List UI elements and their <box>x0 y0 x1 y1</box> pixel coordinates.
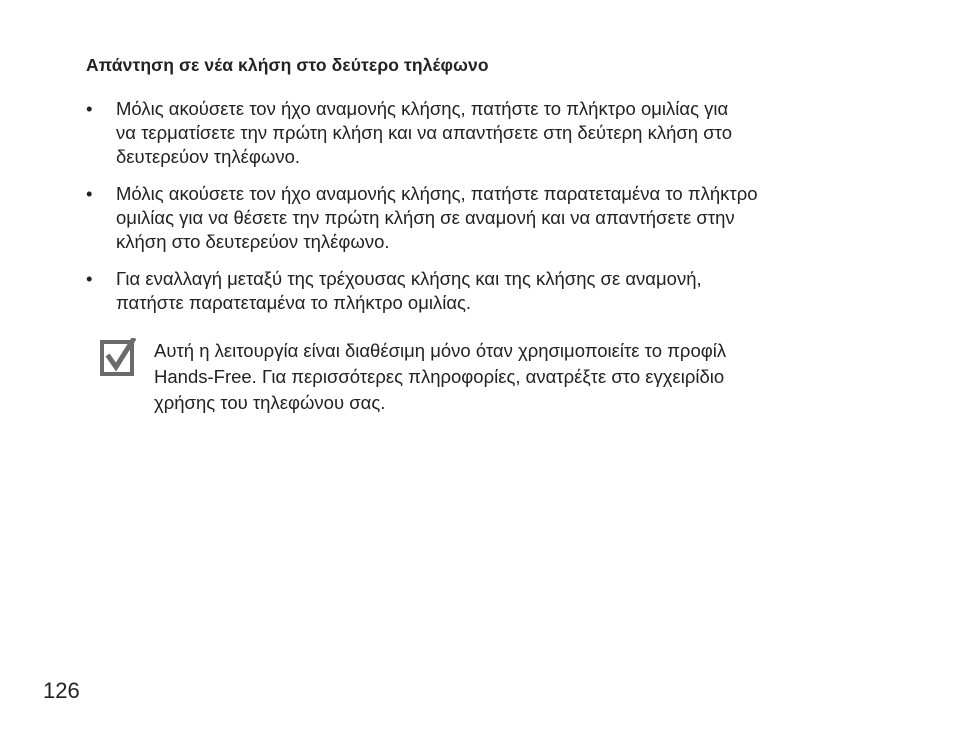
bullet-list <box>86 97 886 328</box>
list-item <box>86 97 886 169</box>
text-line: κλήση στο δευτερεύον τηλέφωνο. <box>116 231 390 252</box>
text-line: Για εναλλαγή μεταξύ της τρέχουσας κλήσης και της κλήσης σε αναμονή, <box>116 268 702 289</box>
text-line: ομιλίας για να θέσετε την πρώτη κλήση σε αναμονή και να απαντήσετε στην <box>116 207 735 228</box>
text-line: να τερματίσετε την πρώτη κλήση και να απαντήσετε στη δεύτερη κλήση στο <box>116 122 732 143</box>
text-line: δευτερεύον τηλέφωνο. <box>116 146 300 167</box>
text-line: χρήσης του τηλεφώνου σας. <box>154 392 386 413</box>
bullet-text <box>116 182 886 254</box>
text-line: Μόλις ακούσετε τον ήχο αναμονής κλήσης, πατήστε παρατεταμένα το πλήκτρο <box>116 183 758 204</box>
bullet-marker: • <box>86 268 93 289</box>
text-line: Μόλις ακούσετε τον ήχο αναμονής κλήσης, πατήστε το πλήκτρο ομιλίας για <box>116 98 729 119</box>
bullet-text <box>116 267 886 315</box>
bullet-text <box>116 97 886 169</box>
list-item <box>86 182 886 254</box>
bullet-marker: • <box>86 183 93 204</box>
list-item <box>86 267 886 315</box>
bullet-marker: • <box>86 98 93 119</box>
page-number: 126 <box>43 678 80 703</box>
text-line: Αυτή η λειτουργία είναι διαθέσιμη μόνο όταν χρησιμοποιείτε το προφίλ <box>154 340 727 361</box>
checkbox-note-icon <box>100 338 136 378</box>
note-text <box>154 338 726 416</box>
text-line: πατήστε παρατεταμένα το πλήκτρο ομιλίας. <box>116 292 472 313</box>
section-heading: Απάντηση σε νέα κλήση στο δεύτερο τηλέφωνο <box>86 55 489 75</box>
text-line: Hands-Free. Για περισσότερες πληροφορίες, ανατρέξτε στο εγχειρίδιο <box>154 366 725 387</box>
